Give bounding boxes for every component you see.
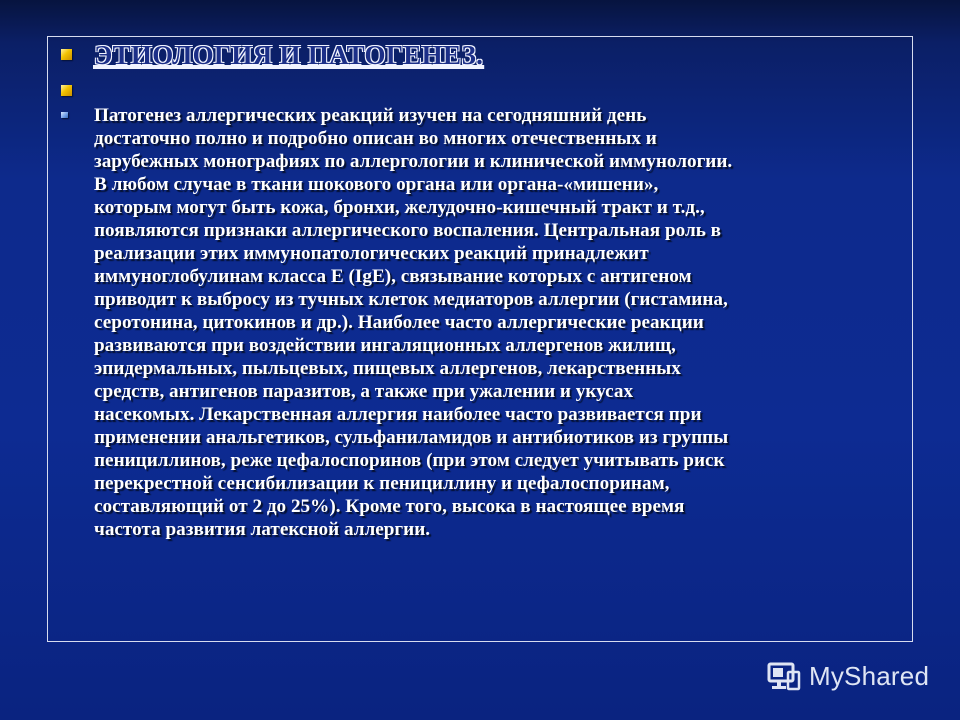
bullet-square-icon [61, 49, 72, 60]
watermark-text: MyShared [809, 660, 930, 691]
body-paragraph: Патогенез аллергических реакций изучен на сегодняшний день достаточно полно и подробно описан во многих отечественных и зарубежных монографиях по аллергологии и клинической иммунологии. В любом случае в ткани шокового органа или органа-«мишени», которым могут быть кожа, бронхи, желудочно-кишечный тракт и т.д., появляются признаки аллергического воспаления. Центральная роль в реализации этих иммунопатологических реакций принадлежит иммуноглобулинам класса Е (IgE), связывание которых с антигеном приводит к выбросу из тучных клеток медиаторов аллергии (гистамина, серотонина, цитокинов и др.). Наиболее часто аллергические реакции развиваются при воздействии ингаляционных аллергенов жилищ, эпидермальных, пыльцевых, пищевых аллергенов, лекарственных средств, антигенов паразитов, а также при ужалении и укусах насекомых. Лекарственная аллергия наиболее часто развивается при применении анальгетиков, сульфаниламидов и антибиотиков из группы пенициллинов, реже цефалоспоринов (при этом следует учитывать риск перекрестной сенсибилизации к пенициллину и цефалоспоринам, составляющий от 2 до 25%). Кроме того, высока в настоящее время частота развития латексной аллергии. [94, 105, 733, 540]
sub-bullet-icon [61, 112, 68, 118]
watermark-logo [767, 656, 929, 696]
bullet-list [58, 40, 908, 541]
myshared-logo-icon [767, 659, 801, 693]
bullet-square-icon [61, 85, 72, 96]
bullet-item-empty [58, 76, 908, 104]
bullet-item-body [58, 104, 908, 541]
bullet-item-heading [58, 40, 908, 76]
slide-heading: ЭТИОЛОГИЯ И ПАТОГЕНЕЗ. [94, 40, 484, 70]
